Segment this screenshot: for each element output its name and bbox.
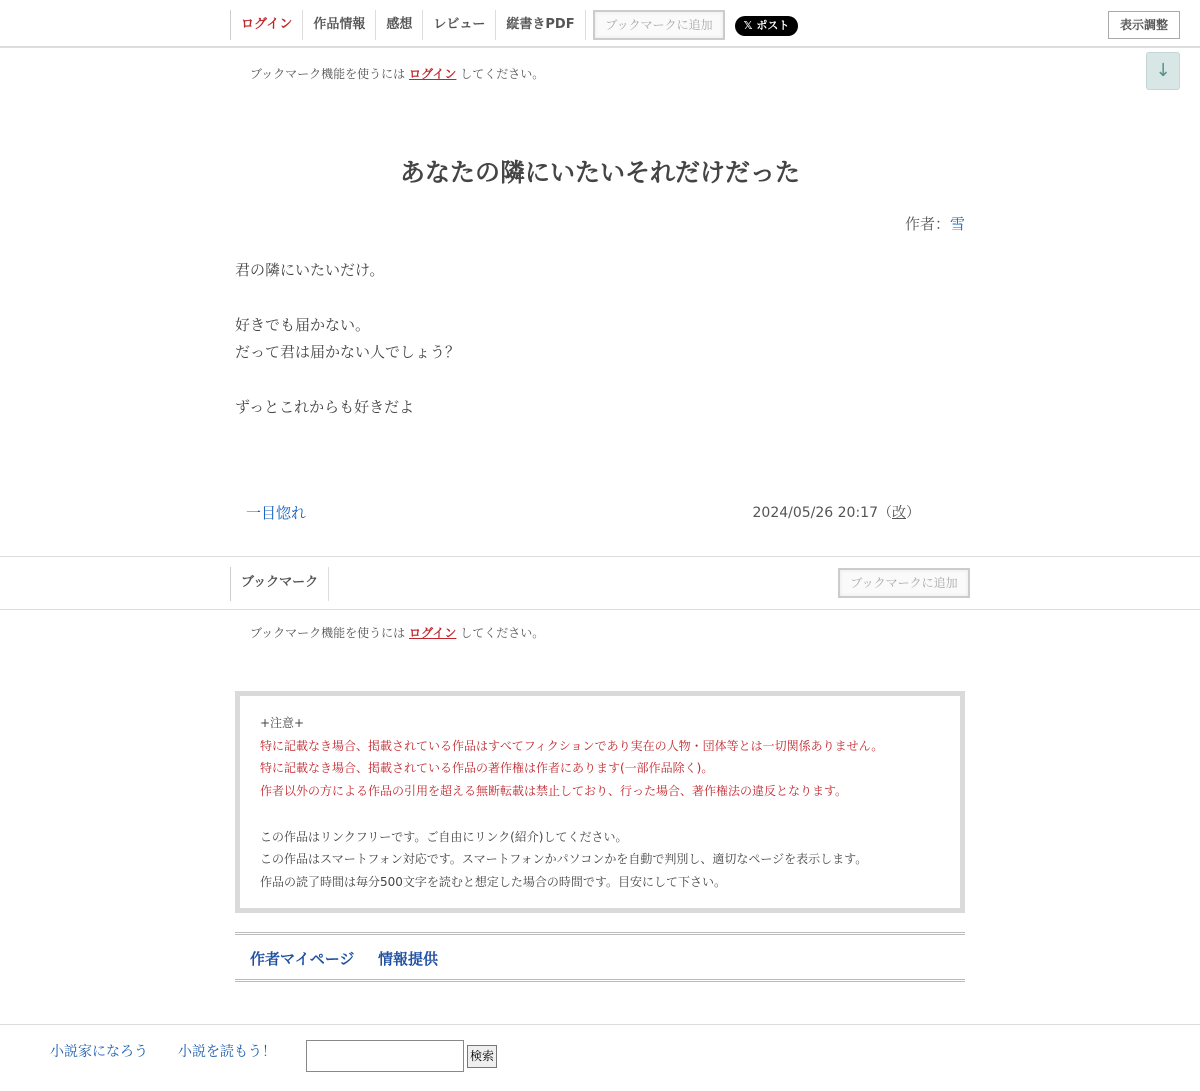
novel-text-line: だって君は届かない人でしょう？ [235, 343, 461, 361]
novel-text-line: ずっとこれからも好きだよ [235, 398, 415, 416]
caution-line: 特に記載なき場合、掲載されている作品はすべてフィクションであり実在の人物・団体等とは一切関係ありません。 [260, 738, 884, 753]
revised-open: （ [878, 505, 892, 521]
search-input[interactable] [306, 1040, 464, 1072]
bookmark-notice-suffix: してください。 [460, 67, 545, 81]
publish-date [640, 502, 920, 522]
nav-vertical-pdf[interactable]: 縦書きPDF [496, 10, 585, 40]
caution-header: +注意+ [260, 716, 305, 730]
bookmark-notice-login-link[interactable]: ログイン [409, 67, 457, 81]
x-post-button[interactable]: 𝕏 ポスト [735, 16, 798, 36]
caution-line: 特に記載なき場合、掲載されている作品の著作権は作者にあります(一部作品除く)。 [260, 761, 714, 776]
bookmark-tab[interactable]: ブックマーク [230, 567, 329, 601]
novel-title: あなたの隣にいたいそれだけだった [399, 158, 800, 187]
caution-box [235, 691, 965, 913]
nav-work-info[interactable]: 作品情報 [303, 10, 376, 40]
date-text: 2024/05/26 20:17 [752, 505, 878, 521]
bookmark-add-button-top[interactable]: ブックマークに追加 [593, 10, 725, 40]
bookmark-bar [0, 556, 1200, 610]
footer-links [235, 932, 965, 982]
bookmark-notice-prefix: ブックマーク機能を使うには [250, 626, 406, 640]
bookmark-add-button-bottom[interactable]: ブックマークに追加 [838, 568, 970, 598]
nav-login[interactable]: ログイン [231, 10, 303, 40]
bookmark-notice-prefix: ブックマーク機能を使うには [250, 67, 406, 81]
keyword-tag-link[interactable]: 一目惚れ [246, 504, 307, 522]
revised-link[interactable]: 改 [892, 505, 906, 521]
spacer [260, 803, 940, 826]
bookmark-notice-bottom [250, 624, 544, 641]
site-link-yomou[interactable]: 小説を読もう！ [178, 1044, 276, 1060]
revised-close: ） [906, 505, 920, 521]
info-line: 作品の読了時間は毎分500文字を読むと想定した場合の時間です。目安にして下さい。 [260, 874, 726, 889]
site-link-narou[interactable]: 小説家になろう [50, 1044, 148, 1060]
site-footer [0, 1024, 1200, 1091]
author-link[interactable]: 雪 [949, 215, 965, 233]
report-info-link[interactable]: 情報提供 [378, 950, 439, 968]
scroll-down-button[interactable]: ↓ [1146, 52, 1180, 90]
author-mypage-link[interactable]: 作者マイページ [250, 950, 355, 968]
novel-text-line: 君の隣にいたいだけ。 [235, 261, 385, 279]
display-settings-button[interactable]: 表示調整 [1108, 11, 1180, 39]
author-line [700, 213, 965, 234]
bookmark-notice-login-link[interactable]: ログイン [409, 626, 457, 640]
bookmark-notice-top [250, 65, 544, 82]
info-line: この作品はリンクフリーです。ご自由にリンク(紹介)してください。 [260, 829, 628, 844]
search-button[interactable]: 検索 [467, 1045, 497, 1068]
info-line: この作品はスマートフォン対応です。スマートフォンかパソコンかを自動で判別し、適切なページを表示します。 [260, 852, 868, 867]
bookmark-notice-suffix: してください。 [460, 626, 545, 640]
author-label: 作者： [904, 215, 950, 233]
caution-line: 作者以外の方による作品の引用を超える無断転載は禁止しており、行った場合、著作権法の違反となります。 [260, 784, 848, 799]
novel-text-line: 好きでも届かない。 [235, 316, 371, 334]
top-nav-items [230, 10, 586, 40]
top-nav [0, 0, 1200, 48]
nav-impressions[interactable]: 感想 [376, 10, 423, 40]
nav-review[interactable]: レビュー [423, 10, 496, 40]
